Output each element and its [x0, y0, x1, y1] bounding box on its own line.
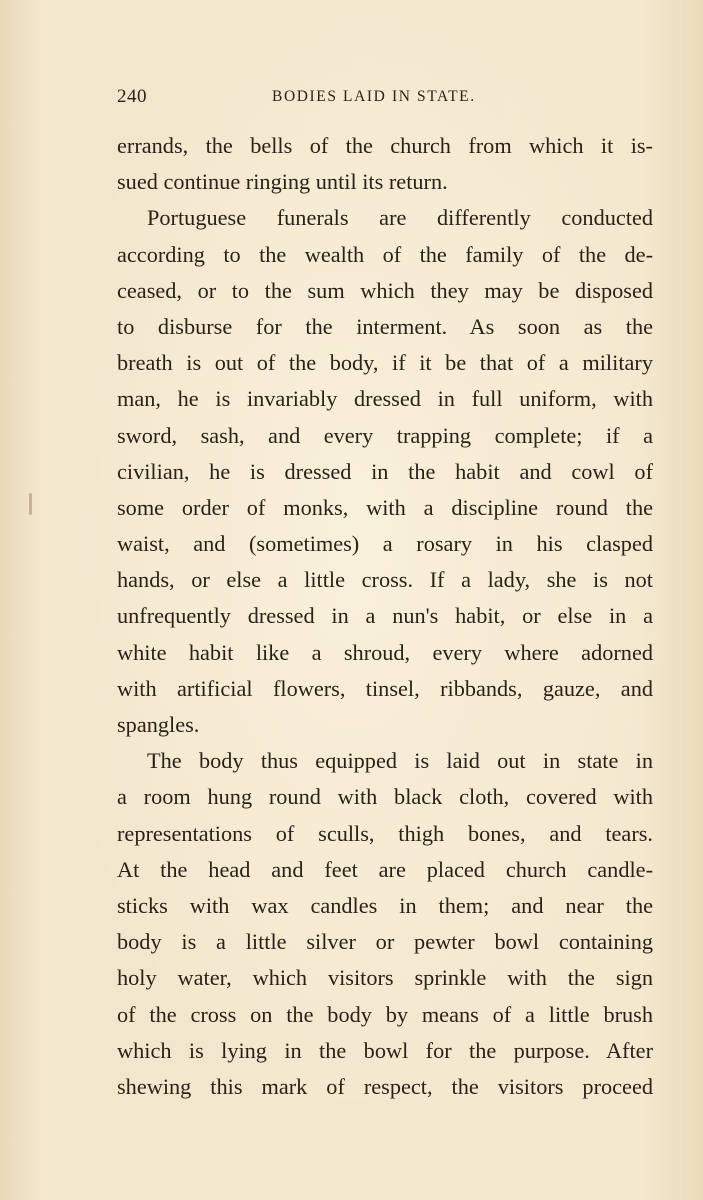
text-line: man, he is invariably dressed in full uniform, with [117, 386, 653, 412]
text-line: which is lying in the bowl for the purpose. After [117, 1037, 653, 1063]
text-line: At the head and feet are placed church candle- [117, 856, 653, 882]
text-line: sticks with wax candles in them; and near the [117, 892, 653, 918]
text-line: spangles. [117, 712, 200, 737]
text-line: white habit like a shroud, every where adorned [117, 639, 653, 665]
text-line: unfrequently dressed in a nun's habit, or else in a [117, 603, 653, 629]
text-line: representations of sculls, thigh bones, and tears. [117, 820, 653, 846]
text-line: body is a little silver or pewter bowl containing [117, 929, 653, 955]
text-line: civilian, he is dressed in the habit and cowl of [117, 458, 653, 484]
text-line: The body thus equipped is laid out in state in [147, 748, 653, 774]
running-head: BODIES LAID IN STATE. [272, 88, 476, 105]
body-text [117, 128, 653, 1105]
text-line: ceased, or to the sum which they may be disposed [117, 277, 653, 303]
margin-mark [29, 493, 32, 515]
text-line: with artificial flowers, tinsel, ribbands, gauze, and [117, 675, 653, 701]
text-line: Portuguese funerals are differently conducted [147, 205, 653, 231]
text-line: errands, the bells of the church from which it is- [117, 133, 653, 158]
text-line: sued continue ringing until its return. [117, 169, 448, 195]
text-line: to disburse for the interment. As soon as the [117, 313, 653, 339]
text-line: some order of monks, with a discipline round the [117, 494, 653, 520]
text-line: shewing this mark of respect, the visitors proceed [117, 1073, 653, 1099]
page-header [117, 86, 653, 116]
text-line: a room hung round with black cloth, covered with [117, 784, 653, 810]
text-line: according to the wealth of the family of the de- [117, 241, 653, 267]
page-number: 240 [117, 86, 147, 107]
text-line: holy water, which visitors sprinkle with the sign [117, 965, 653, 991]
text-line: breath is out of the body, if it be that of a military [117, 350, 653, 376]
text-line: sword, sash, and every trapping complete; if a [117, 422, 653, 448]
text-line: hands, or else a little cross. If a lady, she is not [117, 567, 653, 593]
text-line: waist, and (sometimes) a rosary in his clasped [117, 531, 653, 557]
text-line: of the cross on the body by means of a little brush [117, 1001, 653, 1027]
